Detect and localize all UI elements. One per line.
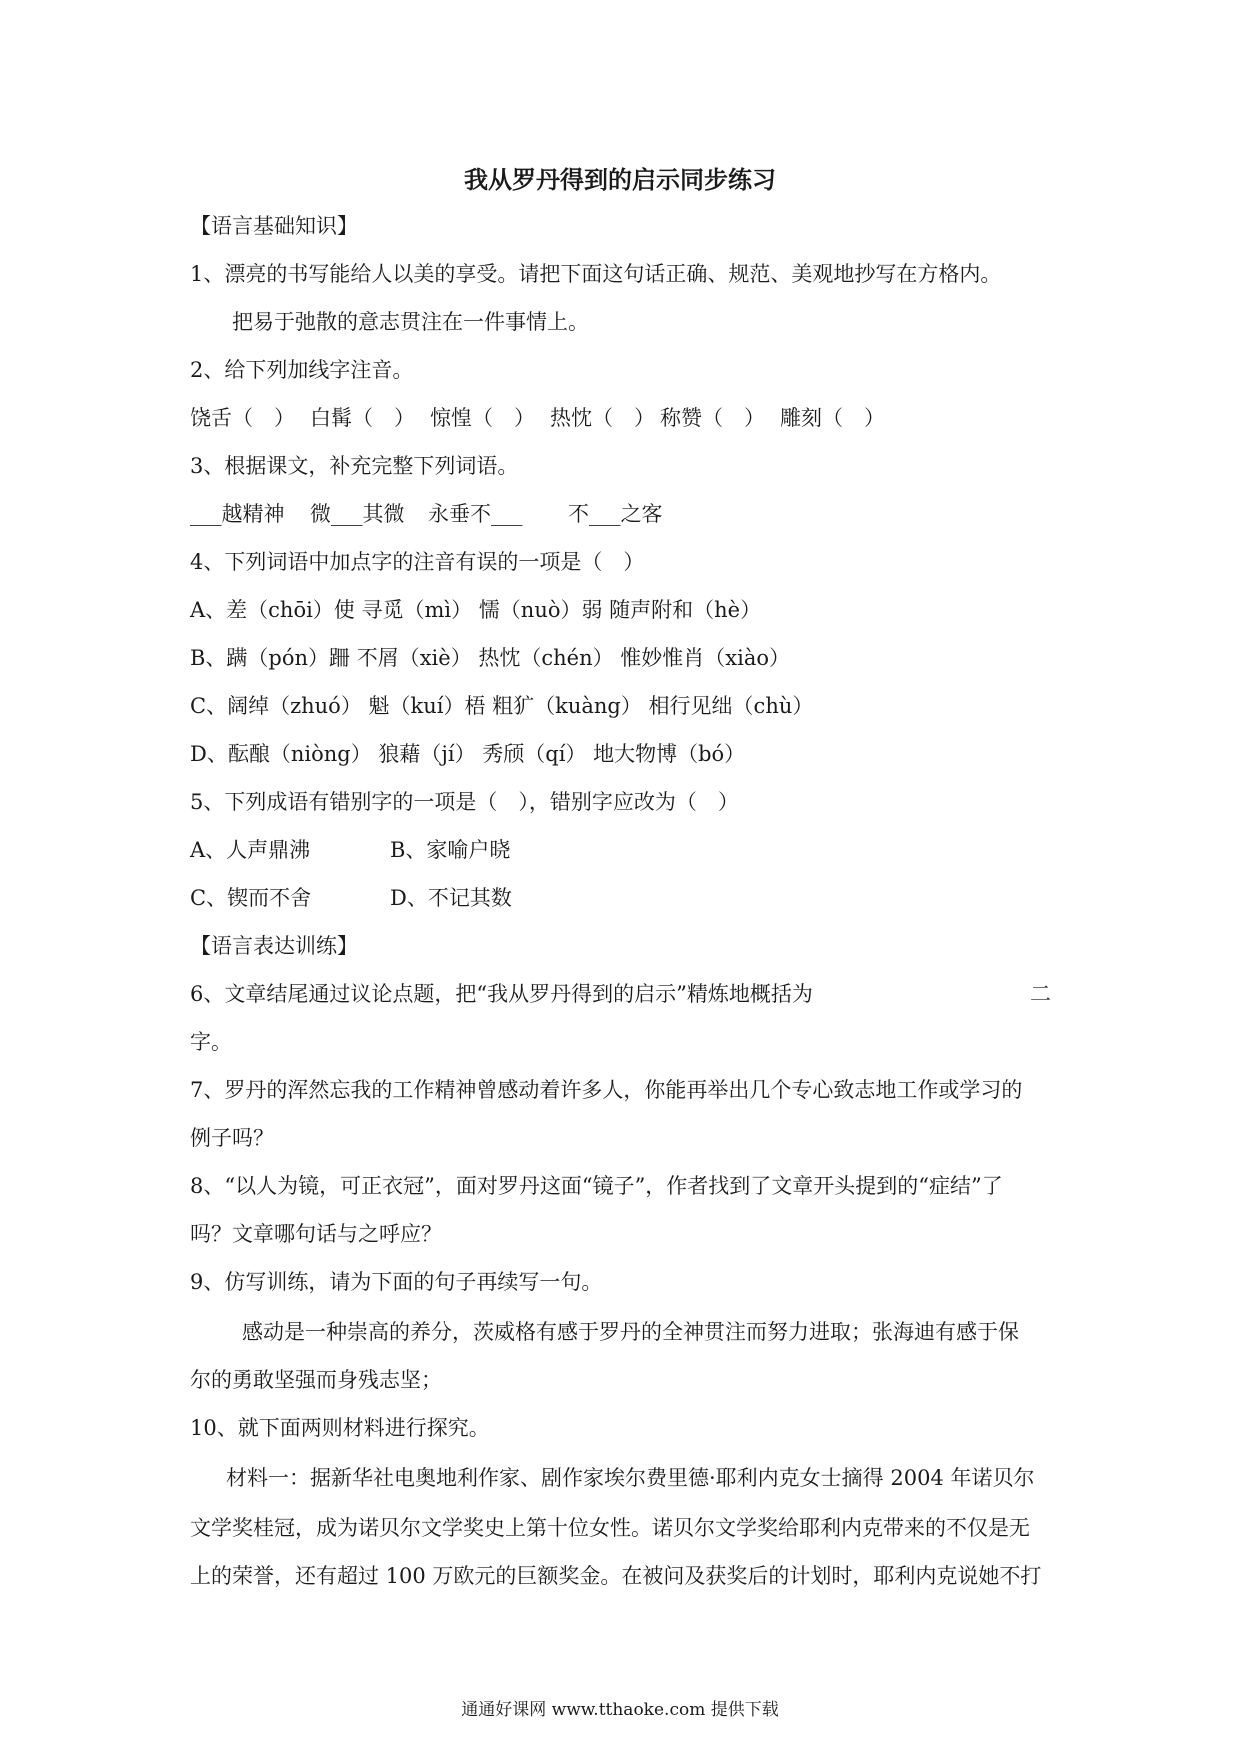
question-5: 5、下列成语有错别字的一项是（ ），错别字应改为（ ） <box>190 790 739 814</box>
q3-item: 永垂不___ <box>428 502 523 526</box>
section-heading-basics: 【语言基础知识】 <box>190 214 358 238</box>
material-1-line-2: 文学奖桂冠，成为诺贝尔文学奖史上第十位女性。诺贝尔文学奖给耶利内克带来的不仅是无 <box>190 1516 1030 1540</box>
page-title: 我从罗丹得到的启示同步练习 <box>464 166 776 194</box>
q2-item: 白髯（ ） <box>310 406 415 430</box>
question-7-line-1: 7、罗丹的浑然忘我的工作精神曾感动着许多人，你能再举出几个专心致志地工作或学习的 <box>190 1078 1023 1102</box>
question-7-line-2: 例子吗？ <box>190 1126 274 1150</box>
q5-option-b: B、家喻户晓 <box>390 838 511 862</box>
question-4-option-c: C、阔绰（zhuó） 魁（kuí）梧 粗犷（kuàng） 相行见绌（chù） <box>190 694 814 718</box>
question-3-items <box>190 500 663 528</box>
question-4-option-d: D、酝酿（niòng） 狼藉（jí） 秀颀（qí） 地大物博（bó） <box>190 742 746 766</box>
question-5-row-2 <box>190 884 512 912</box>
material-1-line-1: 材料一：据新华社电奥地利作家、剧作家埃尔费里德·耶利内克女士摘得 2004 年诺贝尔 <box>226 1466 1035 1490</box>
q2-item: 惊惶（ ） <box>430 406 535 430</box>
question-8-line-2: 吗？文章哪句话与之呼应？ <box>190 1222 442 1246</box>
question-2: 2、给下列加线字注音。 <box>190 358 414 382</box>
question-6-line-2: 字。 <box>190 1030 232 1054</box>
question-9: 9、仿写训练，请为下面的句子再续写一句。 <box>190 1270 603 1294</box>
q5-option-a: A、人声鼎沸 <box>190 838 311 862</box>
question-8-line-1: 8、“以人为镜，可正衣冠”，面对罗丹这面“镜子”，作者找到了文章开头提到的“症结”了 <box>190 1174 1003 1198</box>
question-6-line-1: 6、文章结尾通过议论点题，把“我从罗丹得到的启示”精炼地概括为 <box>190 982 813 1006</box>
question-4: 4、下列词语中加点字的注音有误的一项是（ ） <box>190 550 645 574</box>
question-4-option-a: A、差（chōi）使 寻觅（mì） 懦（nuò）弱 随声附和（hè） <box>190 598 762 622</box>
q5-option-c: C、锲而不舍 <box>190 886 312 910</box>
q2-item: 热忱（ ） <box>550 406 655 430</box>
q2-item: 称赞（ ） <box>660 406 765 430</box>
q3-item: 不___之客 <box>568 502 663 526</box>
question-3: 3、根据课文，补充完整下列词语。 <box>190 454 519 478</box>
page-footer: 通通好课网 www.tthaoke.com 提供下载 <box>461 1700 779 1720</box>
q3-item: ___越精神 <box>190 502 285 526</box>
question-9-text-line-1: 感动是一种崇高的养分，茨威格有感于罗丹的全神贯注而努力进取；张海迪有感于保 <box>242 1320 1019 1344</box>
section-heading-expression: 【语言表达训练】 <box>190 934 358 958</box>
question-2-items <box>190 404 885 432</box>
material-1-line-3: 上的荣誉，还有超过 100 万欧元的巨额奖金。在被问及获奖后的计划时，耶利内克说她不打 <box>190 1564 1042 1588</box>
question-1-sentence: 把易于弛散的意志贯注在一件事情上。 <box>232 310 589 334</box>
question-4-option-b: B、蹒（pón）跚 不屑（xiè） 热忱（chén） 惟妙惟肖（xiào） <box>190 646 791 670</box>
q5-option-d: D、不记其数 <box>390 886 512 910</box>
question-1: 1、漂亮的书写能给人以美的享受。请把下面这句话正确、规范、美观地抄写在方格内。 <box>190 262 1002 286</box>
q2-item: 雕刻（ ） <box>780 406 885 430</box>
question-6-suffix: 二 <box>1030 982 1051 1006</box>
q2-item: 饶舌（ ） <box>190 406 295 430</box>
question-10: 10、就下面两则材料进行探究。 <box>190 1416 490 1440</box>
question-9-text-line-2: 尔的勇敢坚强而身残志坚； <box>190 1368 442 1392</box>
question-5-row-1 <box>190 836 510 864</box>
q3-item: 微___其微 <box>310 502 405 526</box>
